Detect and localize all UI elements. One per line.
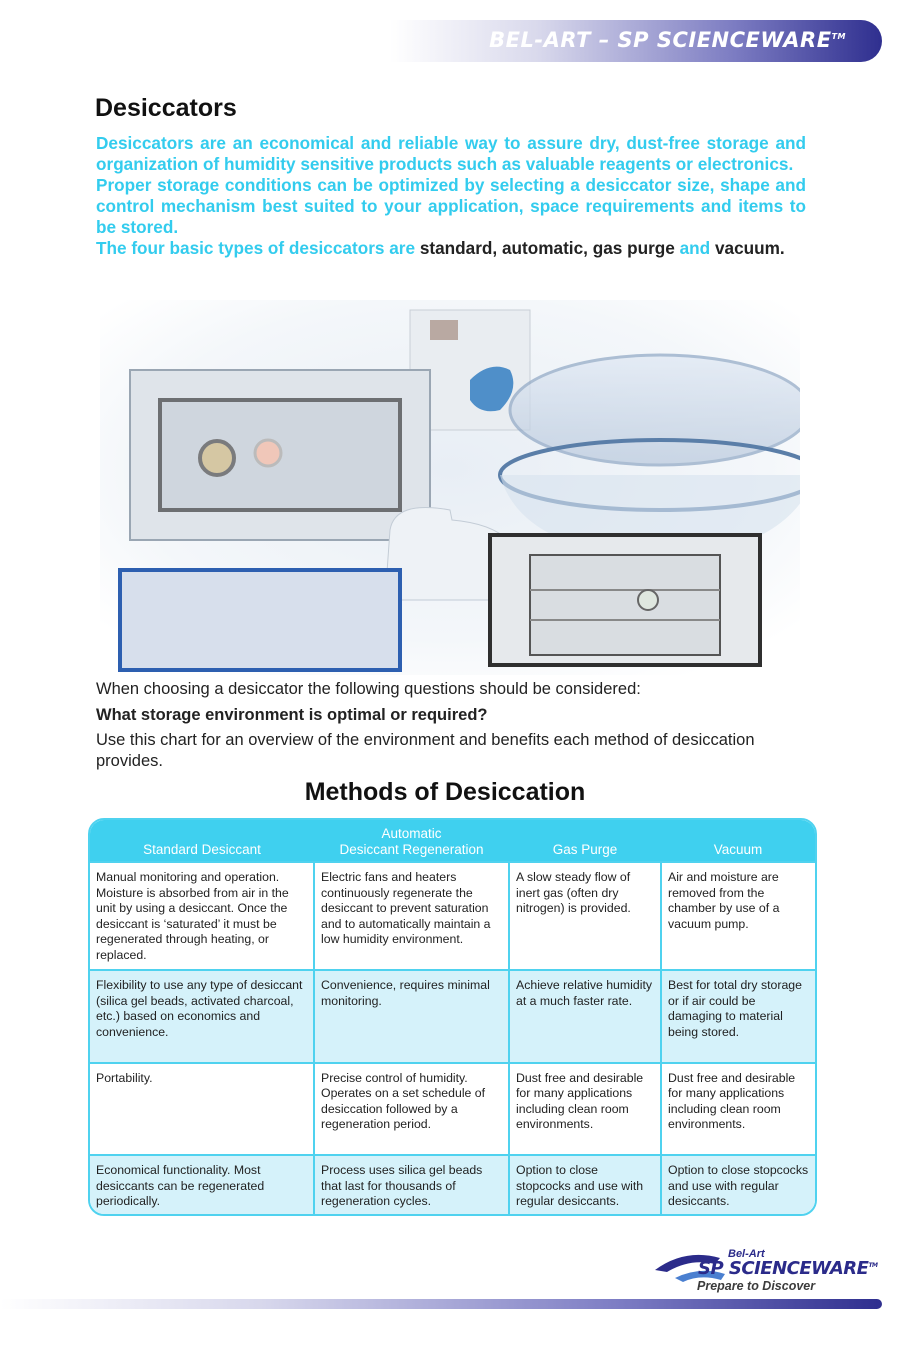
questions-lead: When choosing a desiccator the following questions should be considered: bbox=[96, 680, 641, 698]
header-brand: BEL-ART – SP SCIENCEWARE™ bbox=[489, 28, 846, 52]
table-cell: Electric fans and heaters continuously regenerate the desiccant to prevent saturation and to automatically maintain a low humidity environment. bbox=[314, 862, 509, 970]
table-cell: Portability. bbox=[90, 1063, 314, 1155]
desiccator-photo bbox=[100, 300, 800, 675]
types-lead: The four basic types of desiccators are bbox=[96, 238, 416, 258]
column-header: Standard Desiccant bbox=[90, 820, 314, 862]
table-cell: Dust free and desirable for many applications including clean room environments. bbox=[509, 1063, 661, 1155]
chart-title: Methods of Desiccation bbox=[304, 778, 586, 806]
methods-table bbox=[88, 818, 817, 1216]
table-row bbox=[90, 970, 815, 1062]
intro-types bbox=[96, 238, 806, 259]
table-cell: Manual monitoring and operation. Moisture is absorbed from air in the unit by using a desiccant. Once the desiccant is ‘saturated’ it must be regenerated through heating, or replaced. bbox=[90, 862, 314, 970]
table-row bbox=[90, 1063, 815, 1155]
table-row bbox=[90, 1155, 815, 1214]
intro-text bbox=[96, 133, 806, 259]
types-last: vacuum. bbox=[714, 238, 785, 258]
types-list: standard, automatic, gas purge bbox=[419, 238, 675, 258]
table-cell: Option to close stopcocks and use with regular desiccants. bbox=[661, 1155, 815, 1214]
table-cell: Best for total dry storage or if air could be damaging to material being stored. bbox=[661, 970, 815, 1062]
logo-main-text: SP SCIENCEWARE™ bbox=[698, 1258, 878, 1279]
types-and: and bbox=[679, 238, 711, 258]
table-cell: Achieve relative humidity at a much faster rate. bbox=[509, 970, 661, 1062]
column-header: Gas Purge bbox=[509, 820, 661, 862]
column-header: Vacuum bbox=[661, 820, 815, 862]
table-cell: Convenience, requires minimal monitoring. bbox=[314, 970, 509, 1062]
table-cell: Flexibility to use any type of desiccant (silica gel beads, activated charcoal, etc.) based on economics and convenience. bbox=[90, 970, 314, 1062]
intro-paragraph-1: Desiccators are an economical and reliable way to assure dry, dust-free storage and organization of humidity sensitive products such as valuable reagents or electronics. bbox=[96, 133, 806, 174]
table-row bbox=[90, 862, 815, 970]
table-cell: Process uses silica gel beads that last for thousands of regeneration cycles. bbox=[314, 1155, 509, 1214]
questions-note: Use this chart for an overview of the environment and benefits each method of desiccation provides. bbox=[96, 731, 755, 770]
table-header-row bbox=[90, 820, 815, 862]
table-cell: Precise control of humidity. Operates on a set schedule of desiccation followed by a regeneration period. bbox=[314, 1063, 509, 1155]
header-banner bbox=[390, 20, 882, 62]
table-cell: Economical functionality. Most desiccants can be regenerated periodically. bbox=[90, 1155, 314, 1214]
logo-small-text: Bel-Art bbox=[728, 1248, 765, 1260]
page-title: Desiccators bbox=[95, 94, 237, 122]
question-heading: What storage environment is optimal or required? bbox=[96, 706, 488, 724]
column-header: Automatic Desiccant Regeneration bbox=[314, 820, 509, 862]
logo-tagline: Prepare to Discover bbox=[697, 1279, 816, 1293]
table-cell: Air and moisture are removed from the chamber by use of a vacuum pump. bbox=[661, 862, 815, 970]
table-cell: Dust free and desirable for many applications including clean room environments. bbox=[661, 1063, 815, 1155]
intro-paragraph-2: Proper storage conditions can be optimized by selecting a desiccator size, shape and control mechanism best suited to your application, space requirements and items to be stored. bbox=[96, 175, 806, 237]
table-cell: Option to close stopcocks and use with regular desiccants. bbox=[509, 1155, 661, 1214]
table-cell: A slow steady flow of inert gas (often dry nitrogen) is provided. bbox=[509, 862, 661, 970]
footer-bar bbox=[0, 1299, 882, 1309]
